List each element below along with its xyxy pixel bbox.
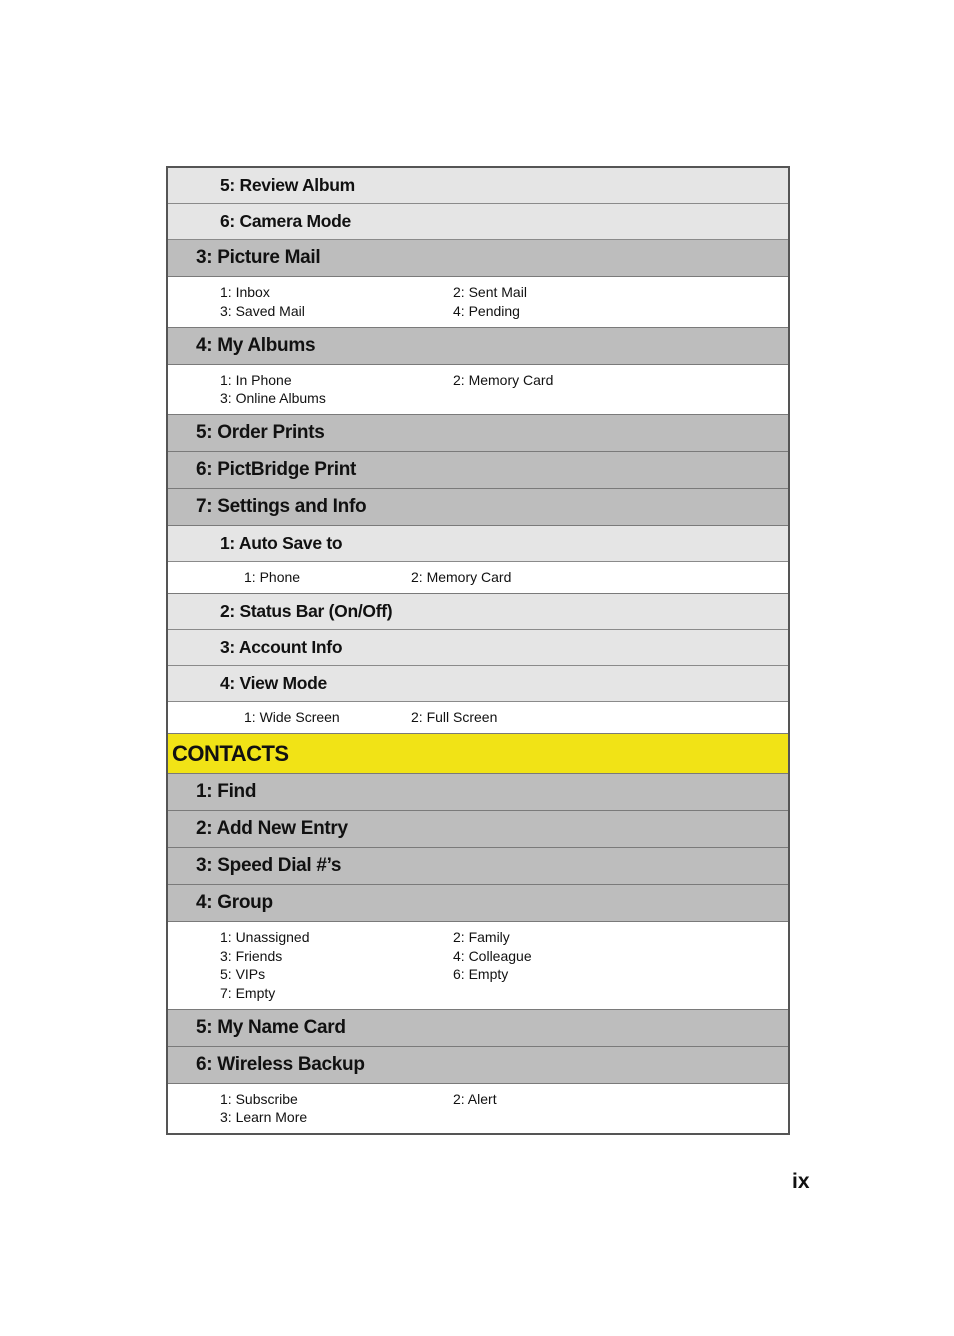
section-title: CONTACTS xyxy=(172,741,289,766)
submenu-option: 5: VIPs xyxy=(220,966,266,982)
menu-item-picture-mail xyxy=(168,240,788,277)
menu-item-label: 5: Review Album xyxy=(220,175,355,195)
submenu-option: 3: Friends xyxy=(220,948,283,964)
menu-item-label: 4: View Mode xyxy=(220,673,327,693)
menu-item-label: 3: Account Info xyxy=(220,637,343,657)
submenu-option: 2: Sent Mail xyxy=(453,284,527,300)
submenu-option: 2: Alert xyxy=(453,1091,497,1107)
submenu-option: 3: Learn More xyxy=(220,1109,308,1125)
submenu-option: 2: Family xyxy=(453,929,510,945)
submenu-options-wireless-backup xyxy=(168,1084,788,1133)
submenu-options-view-mode xyxy=(168,702,788,734)
menu-item-speed-dial xyxy=(168,848,788,885)
menu-item-group xyxy=(168,885,788,922)
menu-item-find xyxy=(168,774,788,811)
menu-item-review-album xyxy=(168,168,788,204)
menu-table xyxy=(166,166,790,1135)
menu-item-label: 2: Add New Entry xyxy=(196,818,348,839)
menu-item-my-name-card xyxy=(168,1010,788,1047)
submenu-option: 3: Online Albums xyxy=(220,390,326,406)
section-header-contacts xyxy=(168,734,788,774)
menu-item-camera-mode xyxy=(168,204,788,240)
submenu-option: 2: Memory Card xyxy=(453,372,554,388)
submenu-options-picture-mail xyxy=(168,277,788,328)
submenu-option: 4: Colleague xyxy=(453,948,532,964)
menu-item-status-bar xyxy=(168,594,788,630)
submenu-option: 1: Unassigned xyxy=(220,929,310,945)
menu-item-label: 4: My Albums xyxy=(196,335,316,356)
menu-item-my-albums xyxy=(168,328,788,365)
submenu-options-group xyxy=(168,922,788,1010)
submenu-option: 6: Empty xyxy=(453,966,509,982)
menu-item-add-new-entry xyxy=(168,811,788,848)
menu-item-label: 6: Camera Mode xyxy=(220,211,351,231)
menu-item-account-info xyxy=(168,630,788,666)
menu-item-label: 3: Speed Dial #’s xyxy=(196,855,342,876)
menu-item-label: 6: PictBridge Print xyxy=(196,459,357,480)
page-number: ix xyxy=(792,1170,810,1193)
submenu-option: 1: In Phone xyxy=(220,372,292,388)
menu-item-wireless-backup xyxy=(168,1047,788,1084)
submenu-option: 1: Wide Screen xyxy=(244,709,340,725)
submenu-option: 3: Saved Mail xyxy=(220,303,305,319)
menu-item-settings-and-info xyxy=(168,489,788,526)
submenu-option: 7: Empty xyxy=(220,985,276,1001)
menu-item-label: 1: Find xyxy=(196,781,257,802)
submenu-option: 1: Subscribe xyxy=(220,1091,298,1107)
submenu-option: 1: Phone xyxy=(244,569,301,585)
menu-item-pictbridge-print xyxy=(168,452,788,489)
submenu-option: 1: Inbox xyxy=(220,284,270,300)
submenu-option: 2: Full Screen xyxy=(411,709,498,725)
menu-item-view-mode xyxy=(168,666,788,702)
menu-item-label: 4: Group xyxy=(196,892,273,913)
menu-item-label: 1: Auto Save to xyxy=(220,533,343,553)
menu-item-label: 2: Status Bar (On/Off) xyxy=(220,601,393,621)
submenu-options-my-albums xyxy=(168,365,788,415)
submenu-options-auto-save-to xyxy=(168,562,788,594)
menu-item-order-prints xyxy=(168,415,788,452)
menu-item-label: 5: My Name Card xyxy=(196,1017,346,1038)
menu-item-label: 5: Order Prints xyxy=(196,422,325,443)
menu-item-label: 7: Settings and Info xyxy=(196,496,367,517)
menu-item-label: 6: Wireless Backup xyxy=(196,1054,365,1075)
menu-item-label: 3: Picture Mail xyxy=(196,247,321,268)
menu-item-auto-save-to xyxy=(168,526,788,562)
submenu-option: 2: Memory Card xyxy=(411,569,512,585)
submenu-option: 4: Pending xyxy=(453,303,520,319)
